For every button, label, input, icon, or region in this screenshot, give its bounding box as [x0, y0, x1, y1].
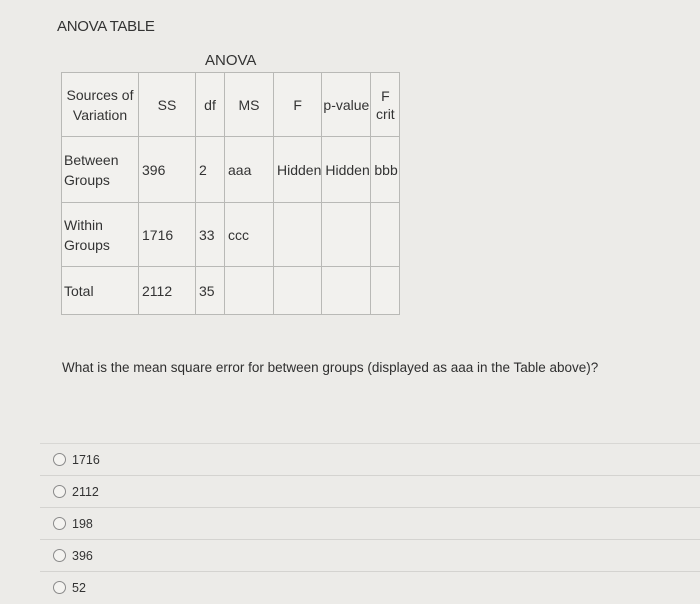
answer-option[interactable]	[40, 475, 700, 507]
option-label: 52	[72, 580, 86, 595]
row-source: Within Groups	[62, 203, 139, 267]
cell-ss: 2112	[139, 267, 196, 315]
cell-fcrit: bbb	[371, 137, 400, 203]
option-label: 396	[72, 548, 93, 563]
table-header-row	[62, 73, 400, 137]
table-row	[62, 267, 400, 315]
cell-pvalue	[322, 267, 371, 315]
cell-df: 35	[196, 267, 225, 315]
cell-df: 33	[196, 203, 225, 267]
table-row	[62, 203, 400, 267]
table-row	[62, 137, 400, 203]
row-source: Between Groups	[62, 137, 139, 203]
header-pvalue: p-value	[322, 73, 371, 137]
page-title: ANOVA TABLE	[57, 18, 155, 35]
cell-df: 2	[196, 137, 225, 203]
radio-button[interactable]	[53, 453, 66, 466]
cell-f	[274, 203, 322, 267]
radio-button[interactable]	[53, 485, 66, 498]
cell-f	[274, 267, 322, 315]
cell-ss: 396	[139, 137, 196, 203]
answer-option[interactable]	[40, 507, 700, 539]
option-label: 2112	[72, 484, 99, 499]
cell-ms: ccc	[225, 203, 274, 267]
option-label: 198	[72, 516, 93, 531]
cell-ms	[225, 267, 274, 315]
header-df: df	[196, 73, 225, 137]
cell-ms: aaa	[225, 137, 274, 203]
cell-fcrit	[371, 267, 400, 315]
radio-button[interactable]	[53, 549, 66, 562]
cell-pvalue: Hidden	[322, 137, 371, 203]
radio-button[interactable]	[53, 581, 66, 594]
answer-option[interactable]	[40, 571, 700, 603]
cell-pvalue	[322, 203, 371, 267]
answer-option[interactable]	[40, 443, 700, 475]
answer-options	[40, 443, 700, 603]
cell-f: Hidden	[274, 137, 322, 203]
cell-fcrit	[371, 203, 400, 267]
cell-ss: 1716	[139, 203, 196, 267]
header-ss: SS	[139, 73, 196, 137]
question-text: What is the mean square error for between groups (displayed as aaa in the Table above)?	[62, 360, 599, 375]
header-ms: MS	[225, 73, 274, 137]
header-source: Sources of Variation	[62, 73, 139, 137]
anova-table	[61, 72, 400, 315]
radio-button[interactable]	[53, 517, 66, 530]
row-source: Total	[62, 267, 139, 315]
header-f: F	[274, 73, 322, 137]
header-fcrit: F crit	[371, 73, 400, 137]
answer-option[interactable]	[40, 539, 700, 571]
anova-table-title: ANOVA	[205, 52, 257, 69]
option-label: 1716	[72, 452, 100, 467]
